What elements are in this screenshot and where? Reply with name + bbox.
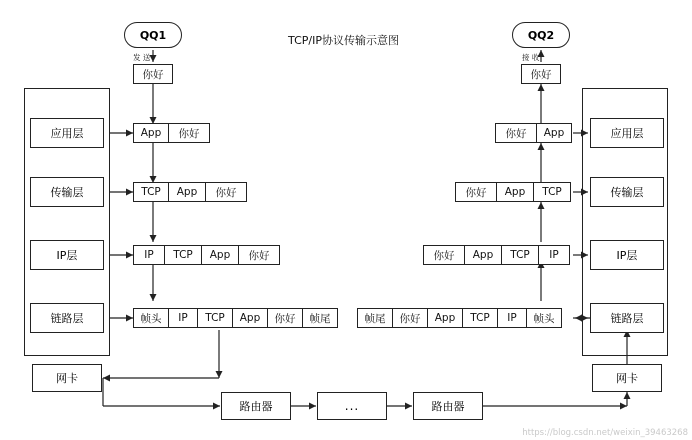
packet-cell: 你好 [238, 245, 280, 265]
packet-cell: 帧尾 [302, 308, 338, 328]
packet-cell: 你好 [392, 308, 428, 328]
left-layer-transport: 传输层 [30, 177, 104, 207]
page-title: TCP/IP协议传输示意图 [288, 34, 399, 47]
packet-cell: 帧尾 [357, 308, 393, 328]
right-recv-hint: 接 收 [522, 53, 540, 62]
packet-cell: TCP [462, 308, 498, 328]
right-packet-transport [455, 182, 571, 202]
packet-cell: IP [538, 245, 570, 265]
right-nic: 网卡 [592, 364, 662, 392]
right-layer-ip: IP层 [590, 240, 664, 270]
packet-cell: TCP [501, 245, 539, 265]
right-packet-link [357, 308, 562, 328]
left-packet-application [133, 123, 210, 143]
packet-cell: 你好 [495, 123, 537, 143]
packet-cell: TCP [133, 182, 169, 202]
right-top-message: 你好 [521, 64, 561, 84]
packet-cell: IP [497, 308, 527, 328]
left-layer-link: 链路层 [30, 303, 104, 333]
endpoint-qq2: QQ2 [512, 22, 570, 48]
right-layer-link: 链路层 [590, 303, 664, 333]
packet-cell: TCP [533, 182, 571, 202]
packet-cell: 你好 [423, 245, 465, 265]
left-packet-transport [133, 182, 247, 202]
packet-cell: 你好 [455, 182, 497, 202]
left-send-hint: 发 送 [133, 53, 151, 62]
packet-cell: 帧头 [133, 308, 169, 328]
packet-cell: App [427, 308, 463, 328]
router-left: 路由器 [221, 392, 291, 420]
packet-cell: App [201, 245, 239, 265]
packet-cell: 帧头 [526, 308, 562, 328]
left-layer-application: 应用层 [30, 118, 104, 148]
network-cloud-middle: ... [317, 392, 387, 420]
endpoint-qq1: QQ1 [124, 22, 182, 48]
packet-cell: TCP [197, 308, 233, 328]
packet-cell: App [464, 245, 502, 265]
router-right: 路由器 [413, 392, 483, 420]
watermark: https://blog.csdn.net/weixin_39463268 [522, 428, 688, 438]
packet-cell: App [168, 182, 206, 202]
packet-cell: TCP [164, 245, 202, 265]
packet-cell: App [232, 308, 268, 328]
right-packet-ip [423, 245, 570, 265]
packet-cell: 你好 [205, 182, 247, 202]
left-layer-ip: IP层 [30, 240, 104, 270]
left-top-message: 你好 [133, 64, 173, 84]
left-packet-ip [133, 245, 280, 265]
right-packet-application [495, 123, 572, 143]
packet-cell: IP [168, 308, 198, 328]
left-packet-link [133, 308, 338, 328]
packet-cell: 你好 [267, 308, 303, 328]
packet-cell: 你好 [168, 123, 210, 143]
right-layer-transport: 传输层 [590, 177, 664, 207]
packet-cell: App [536, 123, 572, 143]
packet-cell: App [133, 123, 169, 143]
packet-cell: App [496, 182, 534, 202]
left-nic: 网卡 [32, 364, 102, 392]
right-layer-application: 应用层 [590, 118, 664, 148]
packet-cell: IP [133, 245, 165, 265]
